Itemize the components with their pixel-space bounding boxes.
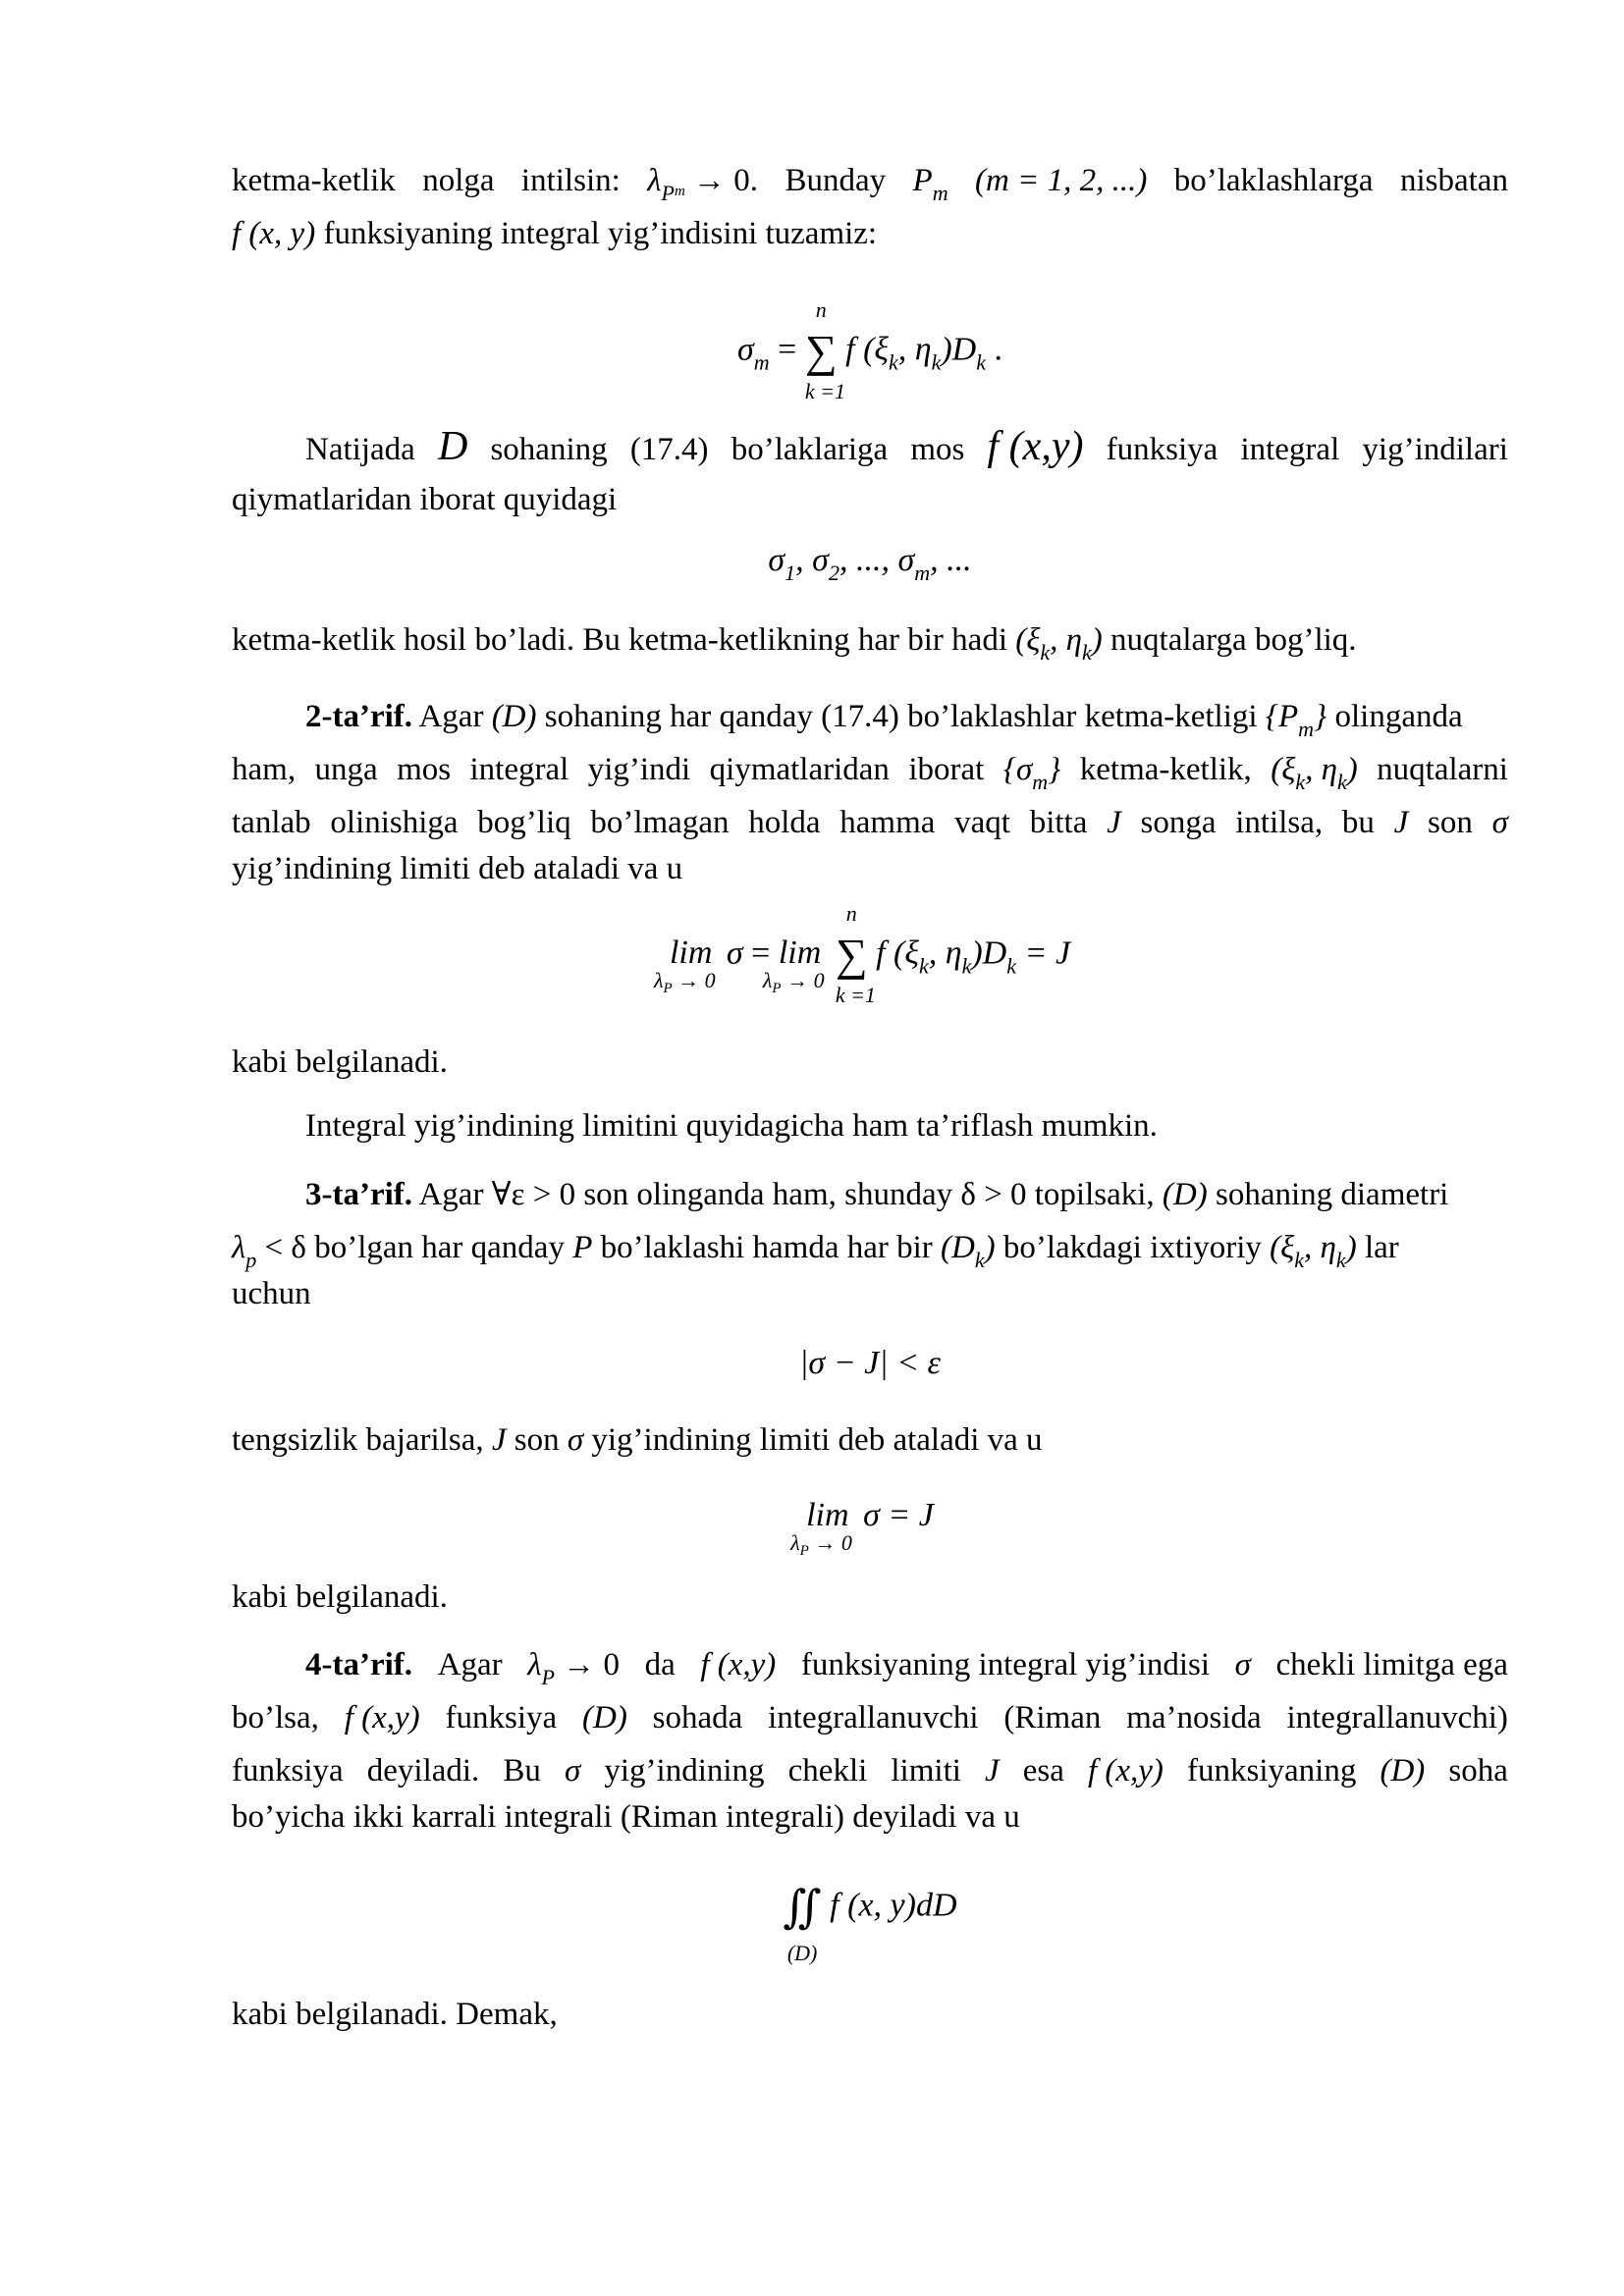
text: (17.4) (629, 432, 709, 467)
subscript: m (914, 561, 931, 585)
math-var: σ (736, 331, 754, 368)
paragraph-closing (232, 1988, 1508, 2041)
math-expr: , η (1050, 622, 1083, 658)
limit-short (790, 1497, 852, 1559)
text: funksiyaning (1187, 1753, 1357, 1789)
math-var: σ (768, 542, 785, 578)
math-expr: ) (984, 1230, 996, 1265)
text: bo’laklariga (731, 432, 889, 467)
equals-sign: = (778, 331, 797, 368)
def2-line-4: yig’indining limiti deb ataladi va u (232, 851, 683, 886)
math-expr: , η (928, 934, 962, 972)
text: Agar (437, 1647, 503, 1682)
math-expr: |σ − J| < ε (799, 1345, 941, 1381)
subscript: k (976, 349, 987, 375)
math-expr: , η (1305, 752, 1337, 787)
text: bo’lsa, (232, 1700, 319, 1735)
text: ma’nosida (1126, 1700, 1262, 1735)
formula-limit (232, 901, 1508, 1007)
subscript: m (932, 181, 948, 205)
text: Bu (503, 1753, 541, 1789)
subscript: k (1294, 1248, 1305, 1272)
math-expr: )D (971, 934, 1007, 972)
text: limiti (891, 1753, 961, 1789)
text: ketma-ketlik, (1079, 752, 1252, 787)
text: son (514, 1422, 560, 1458)
math-expr: = J (1024, 934, 1071, 972)
def3-line-2 (232, 1221, 1508, 1274)
text: nuqtalarga bog’liq. (1110, 622, 1357, 658)
text: qiymatlaridan (709, 752, 890, 787)
text: songa (1140, 805, 1217, 840)
text: funksiya (445, 1700, 558, 1735)
limit-1-under (654, 968, 716, 997)
text: Agar ∀ε > 0 son olinganda ham, shunday δ > 0 topilsaki, (418, 1177, 1155, 1212)
math-expr: (D) (1162, 1177, 1208, 1212)
math-range: (m = 1, 2, ...) (974, 163, 1148, 198)
text: son (1428, 805, 1473, 840)
paragraph-intro (232, 154, 1508, 260)
math-expr: ) (1091, 622, 1103, 658)
definition-3 (232, 1168, 1508, 1313)
math-expr: (D) (491, 699, 537, 734)
subscript: P (772, 981, 782, 997)
math-expr: (D) (1380, 1753, 1426, 1789)
dependence-line (232, 614, 1508, 667)
math-var: λ (790, 1530, 800, 1555)
text: sohada (652, 1700, 743, 1735)
text: olinganda (1334, 699, 1463, 734)
math-var: σ (567, 1422, 584, 1458)
text: nuqtalarni (1377, 752, 1508, 787)
subscript: k (1006, 953, 1016, 979)
result-line-2: qiymatlaridan iborat quyidagi (232, 482, 618, 517)
paragraph-dependence (232, 614, 1508, 667)
text: (Riman (1003, 1700, 1102, 1735)
subscript: m (1032, 770, 1049, 794)
formula-sequence (232, 542, 1508, 586)
subscript: P (661, 181, 675, 205)
subscript: k (918, 953, 929, 979)
period: . (994, 331, 1003, 368)
text: olinishiga (330, 805, 459, 840)
text: tanlab (232, 805, 311, 840)
math-var: J (491, 1422, 507, 1458)
math-expr: → 0 (781, 968, 825, 993)
limit-1 (653, 934, 716, 997)
math-var: σ (726, 934, 743, 972)
math-var: σ (565, 1753, 581, 1789)
text: integrallanuvchi (768, 1700, 979, 1735)
paragraph-denoted-2 (232, 1571, 1508, 1624)
math-pm (913, 154, 948, 220)
text: chekli limitga ega (1275, 1647, 1508, 1682)
text: holda (748, 805, 821, 840)
subscript: k (974, 1248, 985, 1272)
text: sohaning diametri (1215, 1177, 1449, 1212)
math-var: D (437, 424, 468, 469)
limit-2-under (763, 968, 825, 997)
formula-sigma-m (232, 297, 1508, 403)
arrow-zero: → 0. (693, 163, 759, 198)
definition-label: 2-ta’rif. (305, 699, 413, 734)
def2-line-2 (232, 743, 1508, 796)
math-expr: (ξ (1015, 622, 1041, 658)
text: Agar (418, 699, 484, 734)
text: yig’indining limiti deb ataladi va u (591, 1422, 1043, 1458)
intro-line-2 (232, 207, 1508, 260)
math-var: P (572, 1230, 593, 1265)
text: soha (1448, 1753, 1508, 1789)
subscript: k (1082, 640, 1092, 665)
subscript: m (753, 349, 770, 375)
math-expr: , η (1304, 1230, 1336, 1265)
integral-operator (783, 1882, 822, 1965)
formula-limit-short (232, 1497, 1508, 1559)
subscript: P (541, 1665, 555, 1689)
text: intilsa, (1235, 805, 1324, 840)
text: Bunday (785, 163, 887, 198)
math-var: λ (762, 968, 773, 993)
text: da (644, 1647, 676, 1682)
text: kabi belgilanadi. (232, 1579, 448, 1615)
sigma-sum-icon: ∑ (835, 930, 868, 980)
sum-operator (804, 297, 845, 403)
definition-2 (232, 690, 1508, 888)
math-var: λ (232, 1230, 246, 1265)
text: < δ bo’lgan har qanday (264, 1230, 565, 1265)
math-expr: } (1314, 699, 1327, 734)
math-expr: {P (1265, 699, 1299, 734)
subscript: m (674, 184, 685, 199)
text: unga (314, 752, 378, 787)
def2-line-3 (232, 796, 1508, 849)
math-var: P (912, 163, 933, 198)
paragraph-inequality (232, 1414, 1508, 1467)
lim-text: lim (669, 934, 713, 972)
math-expr: → 0 (672, 968, 716, 993)
sum-operator (835, 901, 876, 1007)
math-var: J (1393, 805, 1409, 840)
formula-inequality (232, 1345, 1508, 1382)
formula-double-integral (232, 1882, 1508, 1965)
math-expr: (ξ (1271, 752, 1296, 787)
text: hamma (839, 805, 936, 840)
subscript: k (888, 349, 898, 375)
math-fxy: f (x,y) (1087, 1753, 1164, 1789)
arrow-zero: → 0 (563, 1647, 620, 1682)
math-expr: (D (941, 1230, 975, 1265)
sum-lower-limit: k =1 (835, 983, 876, 1007)
math-fxy: f (x, y) (232, 216, 316, 251)
text: sohaning har qanday (17.4) bo’laklashlar ketma-ketligi (544, 699, 1258, 734)
text: Integral yig’indining limitini quyidagicha ham ta’riflash mumkin. (305, 1108, 1158, 1144)
math-expr: (D) (582, 1700, 627, 1735)
definition-label: 4-ta’rif. (305, 1647, 413, 1682)
math-expr: → 0 (808, 1530, 852, 1555)
math-expr: f (ξ (845, 331, 889, 368)
def4-line-2 (232, 1691, 1508, 1744)
subscript: k (1040, 640, 1051, 665)
text: kabi belgilanadi. (232, 1044, 448, 1080)
text: bo’lmagan (590, 805, 730, 840)
text: integral (469, 752, 569, 787)
text: bo’laklashlarga (1173, 163, 1374, 198)
sigma-sum-icon: ∑ (804, 326, 838, 376)
double-integral-icon: ∬ (783, 1882, 822, 1932)
text: sohaning (490, 432, 608, 467)
math-expr: , σ (795, 542, 829, 578)
text: funksiyaning integral yig’indisi (800, 1647, 1211, 1682)
subscript: 2 (828, 561, 839, 585)
definition-4 (232, 1638, 1508, 1837)
math-expr: σ = J (863, 1497, 934, 1533)
def4-line-1 (232, 1638, 1508, 1691)
text: bo’lakdagi ixtiyoriy (1002, 1230, 1262, 1265)
def3-line-3: uchun (232, 1276, 311, 1311)
subscript: P (663, 981, 673, 997)
math-expr: {σ (1002, 752, 1033, 787)
def3-line-1 (232, 1168, 1508, 1221)
subscript: 1 (785, 561, 796, 585)
math-var: λ (653, 968, 664, 993)
math-expr: , ..., σ (839, 542, 915, 578)
lim-text: lim (778, 934, 822, 972)
subscript: k (961, 953, 972, 979)
math-expr: f (x, y)dD (830, 1887, 957, 1924)
limit-2 (762, 934, 825, 997)
math-expr: , η (897, 331, 932, 368)
text: kabi belgilanadi. Demak, (232, 1997, 558, 2032)
sum-upper-limit: n (845, 901, 857, 926)
text: funksiya (232, 1753, 344, 1789)
text: lar (1364, 1230, 1399, 1265)
def4-line-4: bo’yicha ikki karrali integrali (Riman integrali) deyiladi va u (232, 1799, 1020, 1835)
text: Natijada (305, 432, 415, 467)
lim-text: lim (806, 1497, 849, 1533)
text: mos (397, 752, 452, 787)
subscript: k (1335, 1248, 1346, 1272)
result-line-1 (232, 420, 1508, 473)
math-expr: (ξ (1270, 1230, 1295, 1265)
text: bitta (1029, 805, 1088, 840)
lambda-symbol: λ (647, 163, 662, 198)
paragraph-alternative (232, 1099, 1508, 1152)
def4-line-3 (232, 1744, 1508, 1797)
inequality-line (232, 1414, 1508, 1467)
text: nolga (422, 163, 495, 198)
math-expr: ) (1345, 1230, 1357, 1265)
subscript: k (1295, 770, 1306, 794)
subscript: m (1298, 717, 1315, 741)
math-expr: f (ξ (876, 934, 919, 972)
math-var: σ (1234, 1647, 1251, 1682)
math-var: J (985, 1753, 1000, 1789)
math-fxy: f (x,y) (700, 1647, 777, 1682)
text: bog’liq (477, 805, 571, 840)
equals-sign: = (751, 934, 771, 972)
text: deyiladi. (366, 1753, 480, 1789)
text: ham, (232, 752, 297, 787)
text: vaqt (954, 805, 1010, 840)
text: esa (1022, 1753, 1064, 1789)
text: iborat (908, 752, 985, 787)
math-expr: } (1048, 752, 1061, 787)
text: mos (910, 432, 965, 467)
definition-label: 3-ta’rif. (305, 1177, 413, 1212)
text: tengsizlik bajarilsa, (232, 1422, 484, 1458)
text: bo’laklashi hamda har bir (600, 1230, 933, 1265)
subscript: k (931, 349, 942, 375)
math-var: σ (1491, 805, 1508, 840)
text: integral (1240, 432, 1340, 467)
def2-line-1 (232, 690, 1508, 743)
text: ketma-ketlik hosil bo’ladi. Bu ketma-ketlikning har bir hadi (232, 622, 1007, 658)
sum-upper-limit: n (815, 297, 827, 322)
math-var: J (1107, 805, 1121, 840)
paragraph-result (232, 420, 1508, 526)
text: funksiya (1106, 432, 1218, 467)
limit-short-under (790, 1530, 852, 1560)
math-expr: , ... (930, 542, 972, 578)
text: intilsin: (520, 163, 621, 198)
text: funksiyaning integral yig’indisini tuzamiz: (323, 216, 878, 251)
subscript: P (799, 1543, 809, 1559)
text: nisbatan (1399, 163, 1508, 198)
text: ketma-ketlik (232, 163, 396, 198)
math-fxy: f (x,y) (987, 424, 1084, 469)
math-expr: )D (941, 331, 977, 368)
subscript: k (1336, 770, 1347, 794)
text: chekli (787, 1753, 868, 1789)
subscript: p (245, 1248, 257, 1272)
text: integrallanuvchi) (1286, 1700, 1508, 1735)
sum-lower-limit: k =1 (804, 379, 845, 403)
paragraph-denoted-1 (232, 1036, 1508, 1089)
math-var: λ (527, 1647, 542, 1682)
intro-line-1 (232, 154, 1508, 207)
text: bu (1341, 805, 1375, 840)
text: yig’indining (604, 1753, 765, 1789)
integral-domain: (D) (786, 1941, 818, 1965)
math-fxy: f (x,y) (344, 1700, 420, 1735)
text: yig’indi (587, 752, 691, 787)
text: yig’indilari (1362, 432, 1508, 467)
math-expr: ) (1346, 752, 1358, 787)
